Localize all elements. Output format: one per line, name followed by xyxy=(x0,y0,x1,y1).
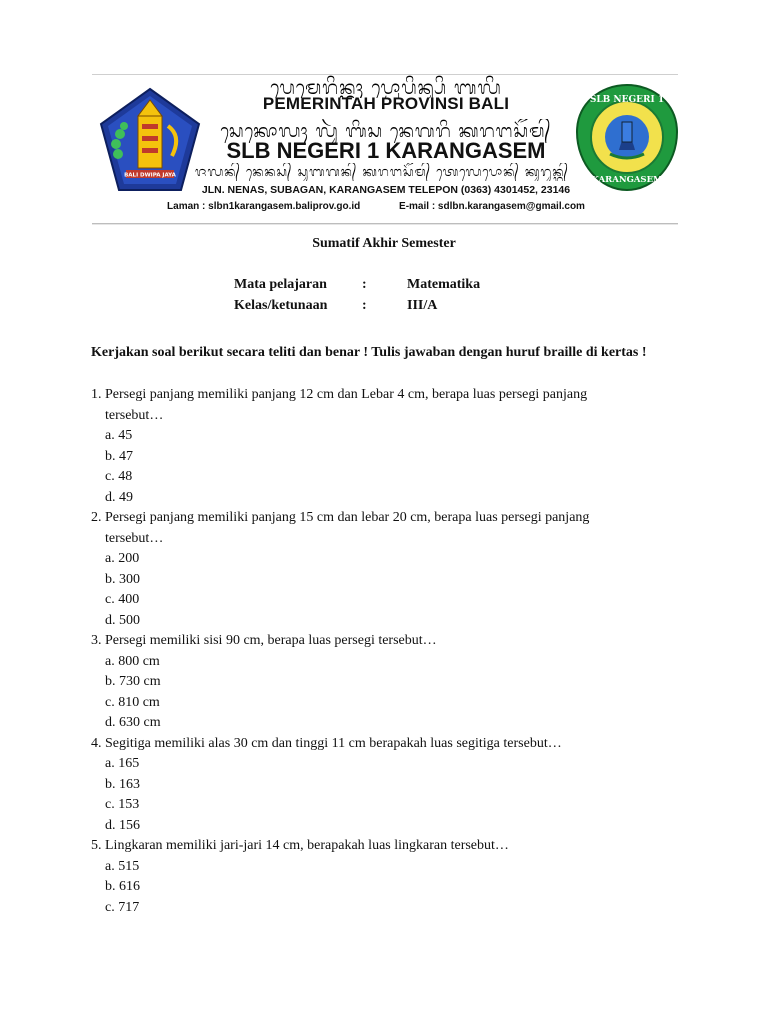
balinese-script-line-3: ᬚᬮᬦ᭄ ᬦᬾᬦᬲ᭄ ᬲᬸᬩᬕᬦ᭄ ᬓᬭᬗᬲᭂᬫ᭄ ᬢᬾᬮᬾᬧᭀᬦ᭄ ᬓᬸᬭᬸᬦ᭄ᬕ᭄ xyxy=(194,165,570,180)
school-contact xyxy=(136,201,616,212)
svg-text:SLB NEGERI 1: SLB NEGERI 1 xyxy=(589,95,665,105)
answer-option: d. 500 xyxy=(105,612,140,628)
meta-colon: : xyxy=(362,298,367,313)
question-stem xyxy=(91,508,691,529)
exam-instruction: Kerjakan soal berikut secara teliti dan benar ! Tulis jawaban dengan huruf braille di kertas ! xyxy=(91,345,647,360)
question-item xyxy=(91,734,691,837)
balinese-script-line-1: ᬧᬾᬫᬾᬭᬶᬦ᭄ᬢᬄ ᬧ᭄ᬭᭀᬧᬶᬦ᭄ᬲᬶ ᬩᬮᬶ xyxy=(270,77,502,98)
answer-option: a. 45 xyxy=(105,428,133,443)
question-item xyxy=(91,508,691,631)
answer-option: d. 49 xyxy=(105,489,133,505)
meta-label: Mata pelajaran xyxy=(234,277,327,292)
question-stem xyxy=(91,836,691,857)
question-number: 5. xyxy=(91,838,102,853)
school-name: SLB NEGERI 1 KARANGASEM xyxy=(226,138,546,163)
letterhead-text-block xyxy=(167,74,585,222)
balinese-script-line-2: ᬲᬾᬓᭀᬮᬄ ᬮᬸᬃ ᬩᬶᬲ ᬦᬾᬕᬭᬶ ᬓᬭᬗᬲᭂᬫ᭄ xyxy=(220,121,552,142)
question-number: 1. xyxy=(91,387,102,402)
question-number: 3. xyxy=(91,633,102,648)
svg-text:KARANGASEM: KARANGASEM xyxy=(591,175,663,185)
answer-option: a. 165 xyxy=(105,756,140,771)
question-text: Persegi memiliki sisi 90 cm, berapa luas persegi tersebut… xyxy=(105,633,437,648)
question-text: Persegi panjang memiliki panjang 12 cm dan Lebar 4 cm, berapa luas persegi panjang xyxy=(105,387,588,402)
answer-option: a. 515 xyxy=(105,858,140,874)
left-logo-caption: BALI DWIPA JAYA xyxy=(124,172,176,179)
answer-option: c. 717 xyxy=(105,899,140,915)
answer-option: a. 800 cm xyxy=(105,653,160,669)
meta-label: Kelas/ketunaan xyxy=(234,298,328,313)
question-item xyxy=(91,385,691,508)
answer-option: b. 163 xyxy=(105,776,140,792)
question-stem xyxy=(91,385,691,406)
question-item xyxy=(91,836,691,918)
province-name: PEMERINTAH PROVINSI BALI xyxy=(262,94,510,113)
document-title: Sumatif Akhir Semester xyxy=(312,236,456,251)
answer-option: b. 300 xyxy=(105,571,140,587)
question-number: 4. xyxy=(91,735,102,751)
question-stem-continued: tersebut… xyxy=(105,407,164,423)
answer-option: c. 153 xyxy=(105,797,140,812)
answer-option: d. 156 xyxy=(105,817,140,833)
meta-value: III/A xyxy=(407,298,438,313)
answer-option: b. 616 xyxy=(105,879,140,894)
school-website[interactable]: Laman : slbn1karangasem.baliprov.go.id xyxy=(167,201,361,212)
question-stem xyxy=(91,734,691,755)
meta-colon: : xyxy=(362,277,367,292)
question-list xyxy=(91,385,691,918)
answer-option: d. 630 cm xyxy=(105,715,161,730)
answer-option: c. 400 xyxy=(105,592,140,607)
meta-value: Matematika xyxy=(407,277,481,292)
question-text: Segitiga memiliki alas 30 cm dan tinggi 11 cm berapakah luas segitiga tersebut… xyxy=(105,735,562,751)
school-email[interactable]: E-mail : sdlbn.karangasem@gmail.com xyxy=(399,201,585,212)
answer-option: b. 730 cm xyxy=(105,674,161,689)
answer-option: b. 47 xyxy=(105,448,133,464)
question-item xyxy=(91,631,691,734)
school-address: JLN. NENAS, SUBAGAN, KARANGASEM TELEPON (0363) 4301452, 23146 xyxy=(201,184,571,196)
answer-option: a. 200 xyxy=(105,551,140,566)
answer-option: c. 48 xyxy=(105,469,133,484)
question-text: Persegi panjang memiliki panjang 15 cm dan lebar 20 cm, berapa luas persegi panjang xyxy=(105,510,590,525)
question-text: Lingkaran memiliki jari-jari 14 cm, berapakah luas lingkaran tersebut… xyxy=(105,838,509,853)
question-number: 2. xyxy=(91,510,102,525)
answer-option: c. 810 cm xyxy=(105,694,160,710)
question-stem-continued: tersebut… xyxy=(105,530,164,546)
question-stem xyxy=(91,631,691,652)
